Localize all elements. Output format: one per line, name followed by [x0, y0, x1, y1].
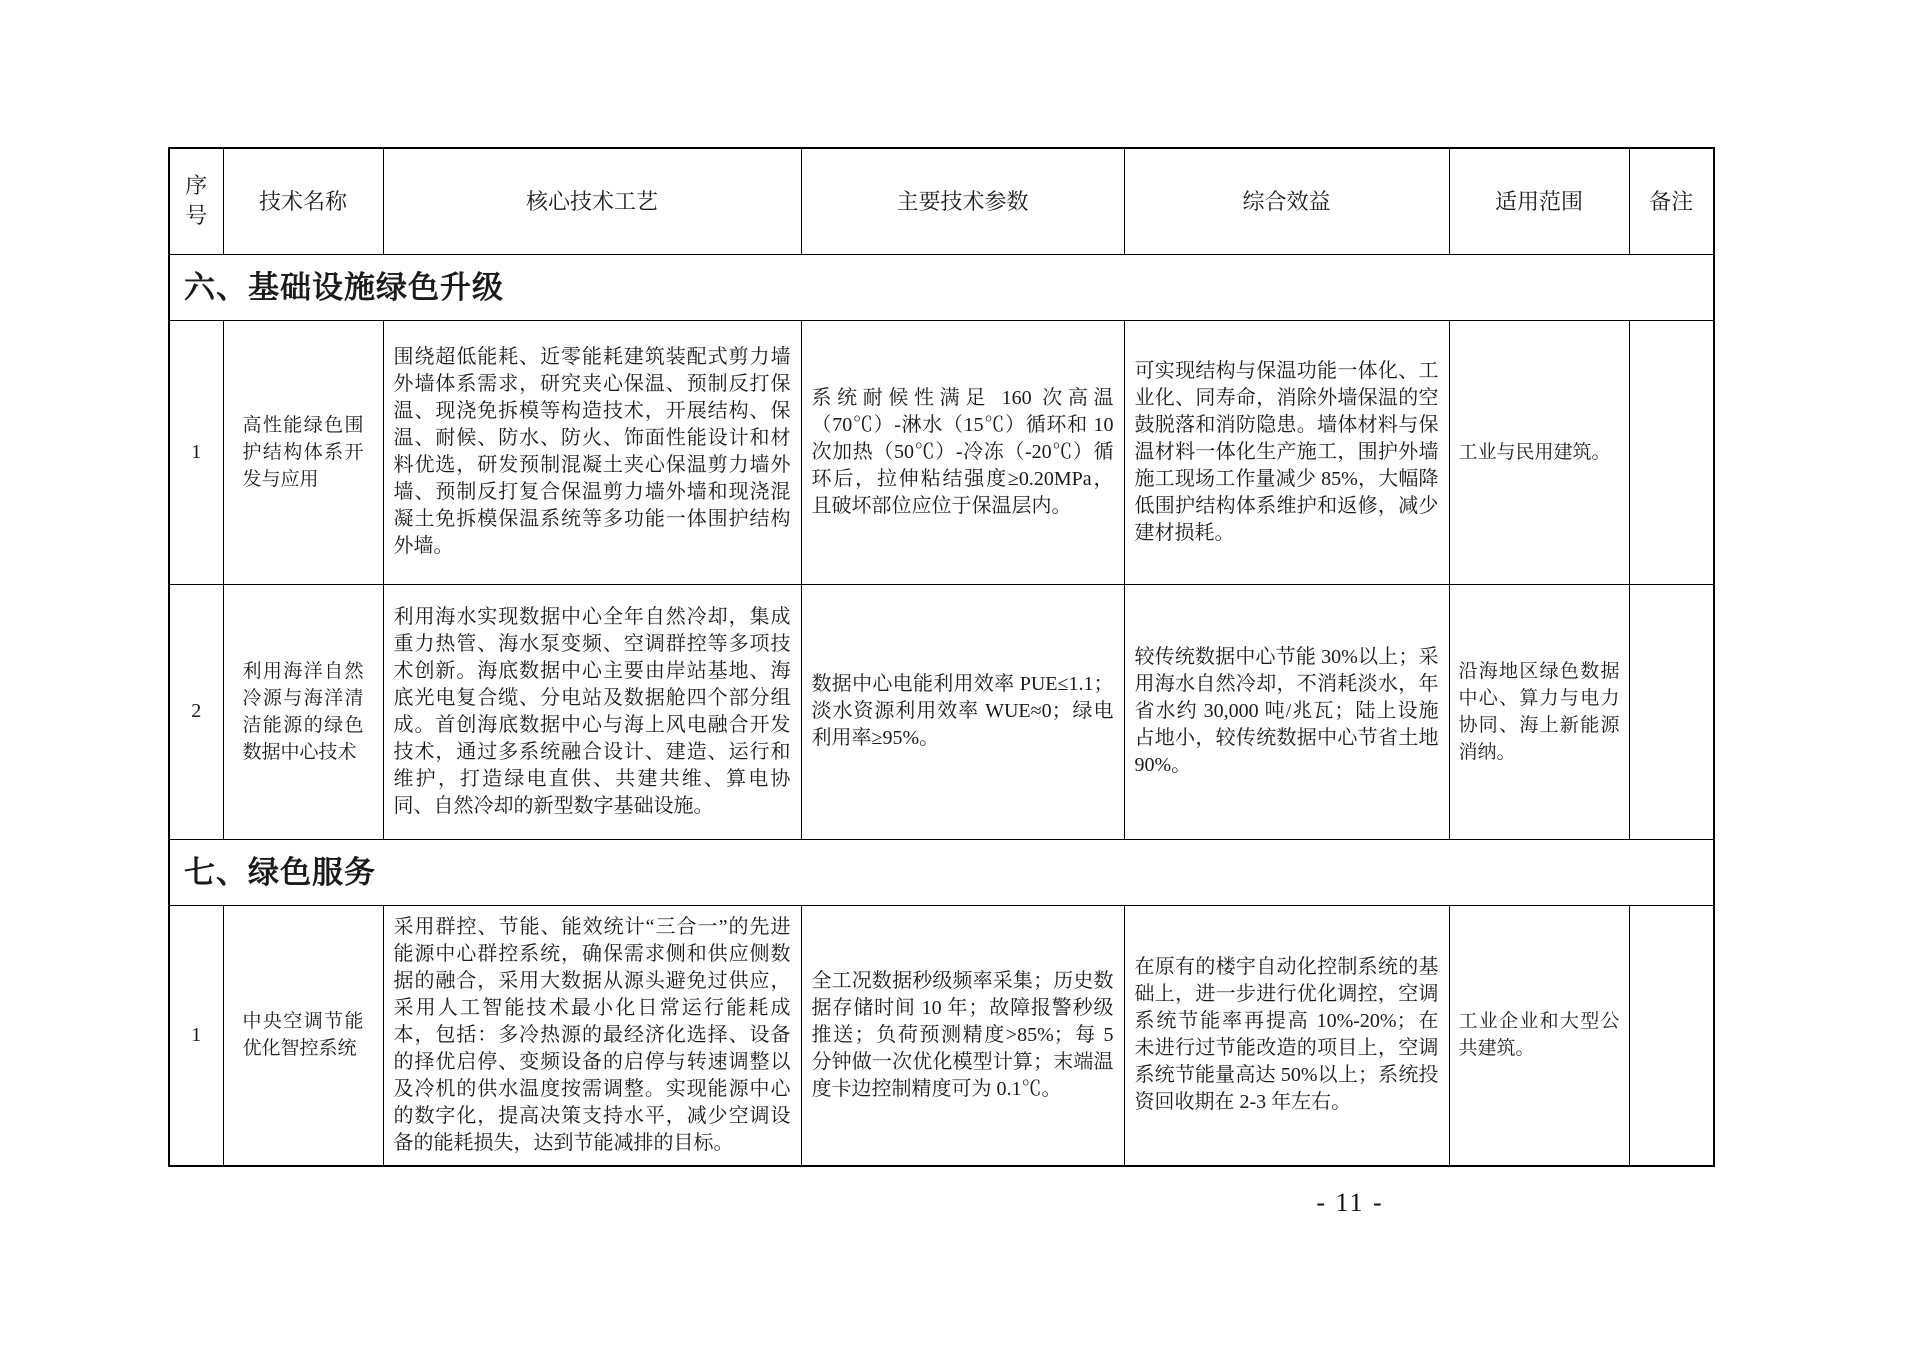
cell-benefits: 可实现结构与保温功能一体化、工业化、同寿命，消除外墙保温的空鼓脱落和消防隐患。墙体材料与保温材料一体化生产施工，围护外墙施工现场工作量减少 85%，大幅降低围护结构体系维护和返修，减少建材损耗。 [1124, 320, 1449, 584]
section-row-6 [169, 254, 1714, 320]
cell-remark [1629, 584, 1714, 839]
cell-remark [1629, 320, 1714, 584]
cell-remark [1629, 905, 1714, 1166]
column-header-tech-name: 技术名称 [223, 148, 383, 254]
cell-main-params: 全工况数据秒级频率采集；历史数据存储时间 10 年；故障报警秒级推送；负荷预测精度>85%；每 5 分钟做一次优化模型计算；末端温度卡边控制精度可为 0.1℃。 [801, 905, 1124, 1166]
cell-tech-name: 高性能绿色围护结构体系开发与应用 [223, 320, 383, 584]
table-row [169, 584, 1714, 839]
cell-scope: 工业企业和大型公共建筑。 [1449, 905, 1629, 1166]
cell-index: 1 [169, 320, 223, 584]
cell-tech-name: 中央空调节能优化智控系统 [223, 905, 383, 1166]
cell-index: 1 [169, 905, 223, 1166]
cell-scope: 沿海地区绿色数据中心、算力与电力协同、海上新能源消纳。 [1449, 584, 1629, 839]
cell-scope: 工业与民用建筑。 [1449, 320, 1629, 584]
cell-main-params: 系统耐候性满足 160 次高温（70℃）-淋水（15℃）循环和 10 次加热（50℃）-冷冻（-20℃）循环后，拉伸粘结强度≥0.20MPa，且破坏部位应位于保温层内。 [801, 320, 1124, 584]
section-row-7 [169, 839, 1714, 905]
section-title-6: 六、基础设施绿色升级 [169, 254, 1714, 320]
cell-core-process: 利用海水实现数据中心全年自然冷却，集成重力热管、海水泵变频、空调群控等多项技术创新。海底数据中心主要由岸站基地、海底光电复合缆、分电站及数据舱四个部分组成。首创海底数据中心与海上风电融合开发技术，通过多系统融合设计、建造、运行和维护，打造绿电直供、共建共维、算电协同、自然冷却的新型数字基础设施。 [383, 584, 801, 839]
table-row [169, 320, 1714, 584]
cell-index: 2 [169, 584, 223, 839]
cell-core-process: 采用群控、节能、能效统计“三合一”的先进能源中心群控系统，确保需求侧和供应侧数据的融合，采用大数据从源头避免过供应，采用人工智能技术最小化日常运行能耗成本，包括：多冷热源的最经济化选择、设备的择优启停、变频设备的启停与转速调整以及冷机的供水温度按需调整。实现能源中心的数字化，提高决策支持水平，减少空调设备的能耗损失，达到节能减排的目标。 [383, 905, 801, 1166]
cell-core-process: 围绕超低能耗、近零能耗建筑装配式剪力墙外墙体系需求，研究夹心保温、预制反打保温、现浇免拆模等构造技术，开展结构、保温、耐候、防水、防火、饰面性能设计和材料优选，研发预制混凝土夹心保温剪力墙外墙、预制反打复合保温剪力墙外墙和现浇混凝土免拆模保温系统等多功能一体围护结构外墙。 [383, 320, 801, 584]
column-header-benefits: 综合效益 [1124, 148, 1449, 254]
page-number: - 11 - [1316, 1188, 1384, 1217]
table-row [169, 905, 1714, 1166]
cell-main-params: 数据中心电能利用效率 PUE≤1.1；淡水资源利用效率 WUE≈0；绿电利用率≥95%。 [801, 584, 1124, 839]
cell-benefits: 较传统数据中心节能 30%以上；采用海水自然冷却，不消耗淡水，年省水约 30,000 吨/兆瓦；陆上设施占地小，较传统数据中心节省土地 90%。 [1124, 584, 1449, 839]
table-header-row [169, 148, 1714, 254]
column-header-core-process: 核心技术工艺 [383, 148, 801, 254]
cell-tech-name: 利用海洋自然冷源与海洋清洁能源的绿色数据中心技术 [223, 584, 383, 839]
column-header-scope: 适用范围 [1449, 148, 1629, 254]
column-header-main-params: 主要技术参数 [801, 148, 1124, 254]
technology-table [168, 147, 1715, 1167]
column-header-index: 序号 [169, 148, 223, 254]
section-title-7: 七、绿色服务 [169, 839, 1714, 905]
cell-benefits: 在原有的楼宇自动化控制系统的基础上，进一步进行优化调控，空调系统节能率再提高 10%-20%；在未进行过节能改造的项目上，空调系统节能量高达 50%以上；系统投资回收期在 2-3 年左右。 [1124, 905, 1449, 1166]
column-header-remarks: 备注 [1629, 148, 1714, 254]
